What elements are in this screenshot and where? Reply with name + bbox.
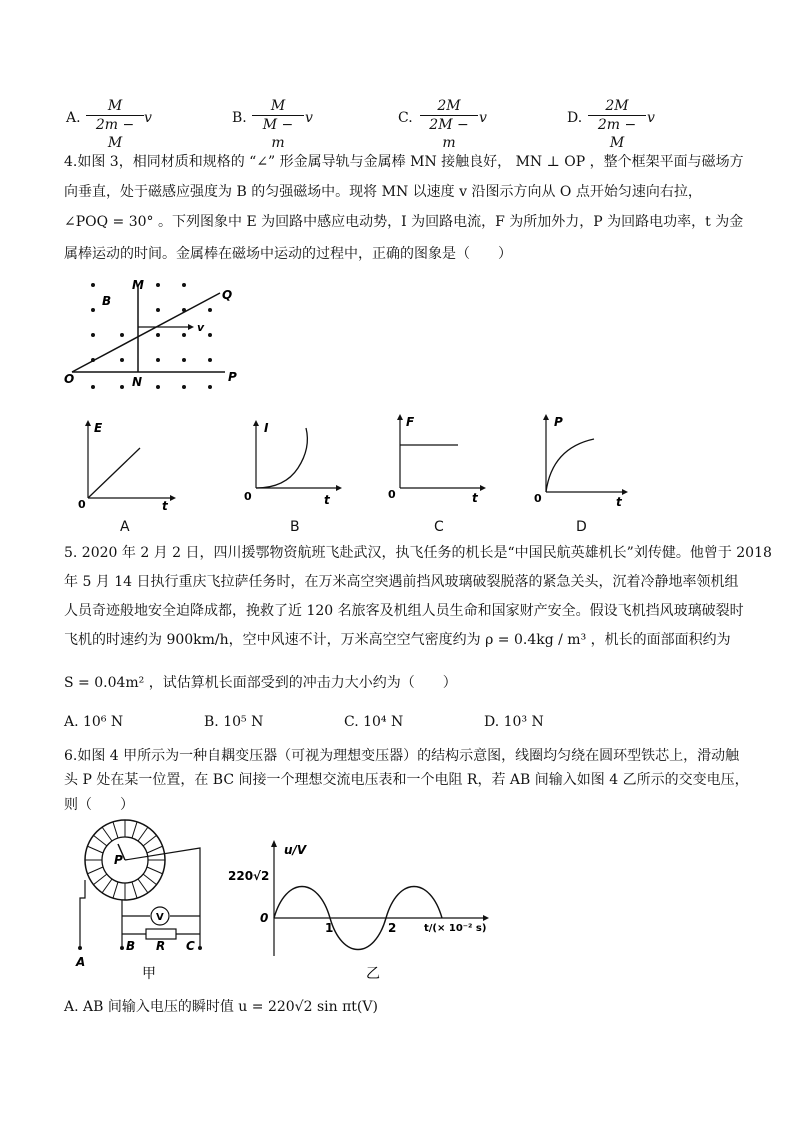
q6-transformer-figure bbox=[70, 818, 220, 984]
q4-graph-c bbox=[384, 412, 494, 507]
q3-option-d-fraction: $\frac{2M}{2m - M}$ bbox=[588, 98, 646, 152]
svg-text:t: t bbox=[616, 495, 622, 507]
q3-option-d-label: D. bbox=[567, 110, 583, 126]
q3-option-b-fraction: $\frac{M}{M - m}$ bbox=[252, 98, 304, 152]
label-o: O bbox=[64, 372, 75, 386]
q6-line3: 则（ ） bbox=[64, 797, 134, 813]
svg-text:F: F bbox=[406, 415, 415, 429]
q5-line1: 5. 2020 年 2 月 2 日，四川援鄂物资航班飞赴武汉，执飞任务的机长是“中国民航英雄机长”刘传健。他曾于 2018 bbox=[64, 545, 772, 561]
svg-text:B: B bbox=[126, 939, 136, 953]
q3-option-a-label: A. bbox=[66, 110, 81, 126]
q6-line1: 6.如图 4 甲所示为一种自耦变压器（可视为理想变压器）的结构示意图，线圈均匀绕在圆环型铁芯上，滑动触 bbox=[64, 748, 740, 764]
q5-option-a: A. 10⁶ N bbox=[64, 714, 124, 730]
q4-graph-a bbox=[70, 418, 180, 510]
q4-line4: 属棒运动的时间。金属棒在磁场中运动的过程中，正确的图象是（ ） bbox=[64, 246, 512, 262]
svg-text:P: P bbox=[554, 415, 563, 429]
svg-text:V: V bbox=[156, 912, 164, 923]
svg-text:t/(× 10⁻² s): t/(× 10⁻² s) bbox=[424, 923, 487, 934]
label-v: v bbox=[197, 321, 205, 334]
q3-option-b-label: B. bbox=[232, 110, 247, 126]
q3-option-c-label: C. bbox=[398, 110, 413, 126]
label-m: M bbox=[132, 278, 144, 292]
label-n: N bbox=[132, 375, 143, 389]
q5-option-c: C. 10⁴ N bbox=[344, 714, 404, 730]
svg-text:0: 0 bbox=[78, 498, 86, 510]
graph-b-curve bbox=[256, 428, 307, 488]
q4-line3: ∠POQ = 30° 。下列图象中 E 为回路中感应电动势，I 为回路电流，F 为所加外力，P 为回路电功率，t 为金 bbox=[64, 214, 744, 230]
graph-d-curve bbox=[546, 439, 594, 492]
svg-text:乙: 乙 bbox=[366, 966, 380, 982]
q5-option-d: D. 10³ N bbox=[484, 714, 544, 730]
svg-text:A: A bbox=[76, 955, 86, 969]
svg-text:0: 0 bbox=[534, 492, 542, 505]
svg-text:220√2: 220√2 bbox=[228, 869, 270, 883]
svg-text:C: C bbox=[186, 939, 195, 953]
q4-graph-b bbox=[240, 418, 350, 510]
q4-line2: 向垂直，处于磁感应强度为 B 的匀强磁场中。现将 MN 以速度 v 沿图示方向从 O 点开始匀速向右拉， bbox=[64, 184, 702, 200]
q6-waveform-figure bbox=[228, 838, 498, 984]
resistor-r bbox=[146, 929, 176, 939]
svg-text:R: R bbox=[156, 939, 166, 953]
svg-text:I: I bbox=[264, 421, 269, 435]
graph-a-curve bbox=[88, 448, 140, 498]
svg-text:2: 2 bbox=[388, 921, 397, 935]
svg-text:0: 0 bbox=[260, 911, 269, 925]
velocity-arrowhead bbox=[188, 324, 194, 330]
svg-text:t: t bbox=[162, 499, 168, 510]
q4-option-b: B bbox=[290, 519, 300, 535]
q4-rail-figure bbox=[60, 275, 250, 400]
q3-option-c-fraction: $\frac{2M}{2M - m}$ bbox=[420, 98, 478, 152]
q5-line2: 年 5 月 14 日执行重庆飞拉萨任务时，在万米高空突遇前挡风玻璃破裂脱落的紧急关头，沉着冷静地率领机组 bbox=[64, 574, 739, 590]
label-p: P bbox=[228, 370, 237, 384]
svg-text:0: 0 bbox=[244, 490, 252, 503]
q4-option-d: D bbox=[576, 519, 587, 535]
q5-line5: S = 0.04m² ，试估算机长面部受到的冲击力大小约为（ ） bbox=[64, 675, 457, 691]
svg-text:t: t bbox=[472, 491, 478, 505]
svg-text:t: t bbox=[324, 493, 330, 507]
svg-text:P: P bbox=[114, 853, 123, 867]
q5-line3: 人员奇迹般地安全迫降成都，挽救了近 120 名旅客及机组人员生命和国家财产安全。假设飞机挡风玻璃破裂时 bbox=[64, 603, 744, 619]
q5-option-b: B. 10⁵ N bbox=[204, 714, 264, 730]
svg-text:1: 1 bbox=[325, 921, 334, 935]
svg-text:E: E bbox=[94, 421, 103, 435]
q6-option-a: A. AB 间输入电压的瞬时值 u = 220√2 sin πt(V) bbox=[64, 999, 378, 1015]
q4-line1: 4.如图 3，相同材质和规格的 “∠” 形金属导轨与金属棒 MN 接触良好， MN ⊥ OP ，整个框架平面与磁场方 bbox=[64, 154, 744, 170]
q6-line2: 头 P 处在某一位置，在 BC 间接一个理想交流电压表和一个电阻 R，若 AB 间输入如图 4 乙所示的交变电压， bbox=[64, 772, 749, 788]
label-b: B bbox=[102, 294, 112, 308]
q4-option-a: A bbox=[120, 519, 130, 535]
q5-line4: 飞机的时速约为 900km/h，空中风速不计，万米高空空气密度约为 ρ = 0.4kg / m³ ，机长的面部面积约为 bbox=[64, 632, 731, 648]
svg-text:u/V: u/V bbox=[284, 843, 307, 857]
svg-text:0: 0 bbox=[388, 488, 396, 501]
q3-option-a-fraction: $\frac{M}{2m - M}$ bbox=[86, 98, 144, 152]
q4-option-c: C bbox=[434, 519, 444, 535]
svg-text:甲: 甲 bbox=[142, 966, 156, 982]
q4-graph-d bbox=[530, 412, 640, 507]
label-q: Q bbox=[222, 288, 233, 302]
